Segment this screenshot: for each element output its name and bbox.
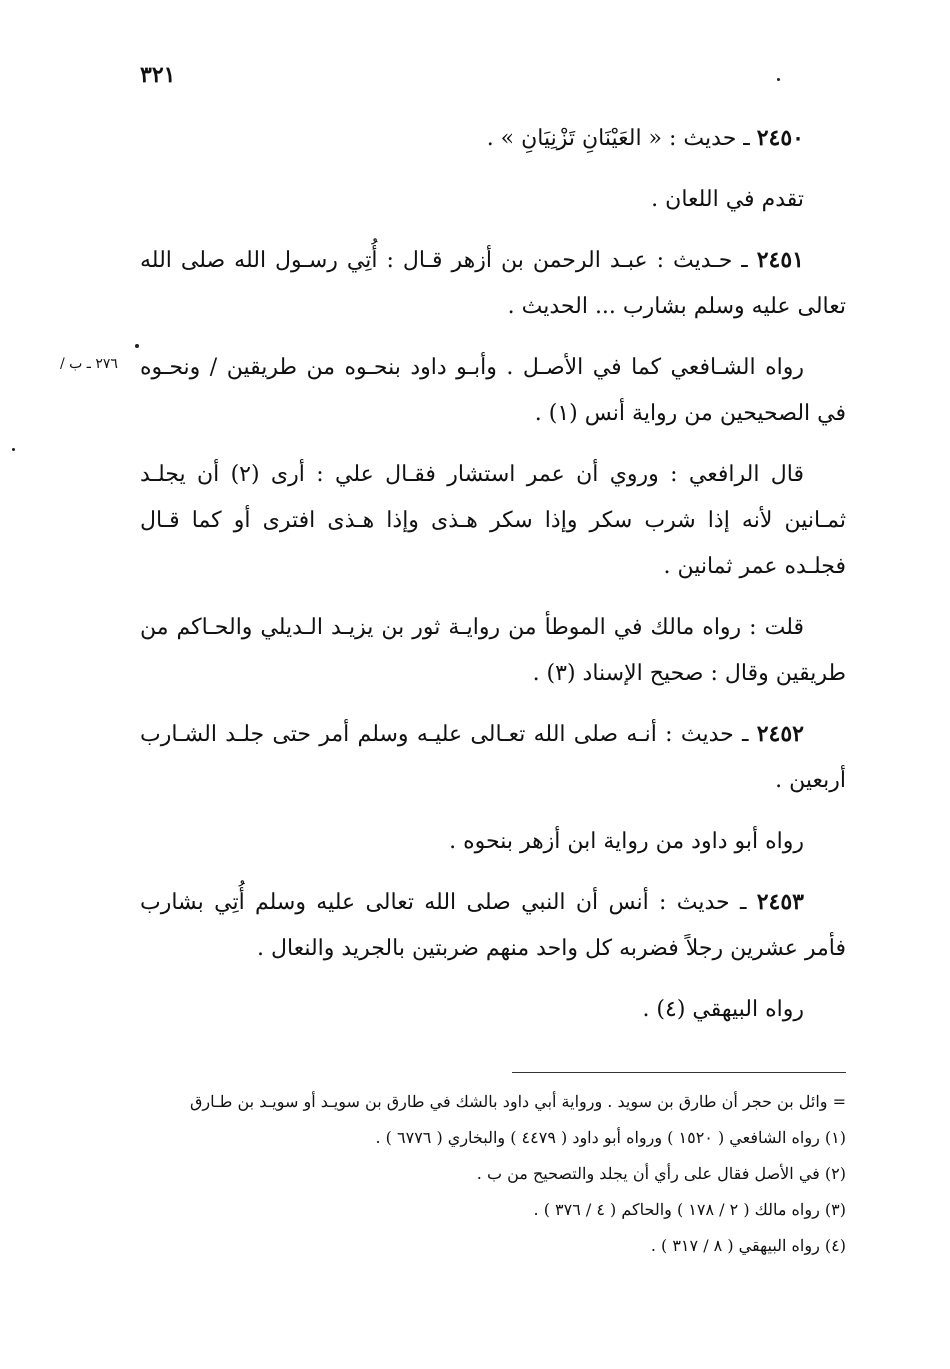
paragraph <box>140 115 846 162</box>
paragraph-text: ـ حديث : أنس أن النبي صلى الله تعالى عليه وسلم أُتِي بشارب فأمر عشرين رجلاً فضربه كل واحد منهم ضربتين بالجريد والنعال . <box>140 890 846 961</box>
body-text <box>140 115 846 1047</box>
footnote-line: = وائل بن حجر أن طارق بن سويد . ورواية أبي داود بالشك في طارق بن سويـد أو سويـد بن طـارق <box>189 1092 846 1111</box>
paragraph-text: رواه الشـافعي كما في الأصـل . وأبـو داود بنحـوه من طريقين / ونحـوه في الصحيحين من رواية أنس (١) . <box>140 355 846 426</box>
paragraph <box>140 711 846 804</box>
speck-mark <box>135 344 139 348</box>
paragraph-text: ـ حـديث : عبـد الرحمن بن أزهر قـال : أُتِي رسـول الله صلى الله تعالى عليه وسلم بشارب ... الحديث . <box>140 248 846 319</box>
paragraph <box>140 604 846 697</box>
footnote-line: (٢) في الأصل فقال على رأي أن يجلد والتصحيح من ب . <box>476 1164 846 1183</box>
margin-note: ٢٧٦ ـ ب / <box>60 356 118 372</box>
paragraph <box>140 986 846 1033</box>
paragraph-text: رواه البيهقي (٤) . <box>642 997 804 1022</box>
hadith-number: ٢٤٥٢ <box>756 721 804 747</box>
hadith-number: ٢٤٥٠ <box>756 125 804 151</box>
footnote-line: (٤) رواه البيهقي ( ٨ / ٣١٧ ) . <box>650 1236 846 1255</box>
hadith-number: ٢٤٥١ <box>756 247 804 273</box>
paragraph <box>140 451 846 590</box>
paragraph-text: قال الرافعي : وروي أن عمر استشار فقـال علي : أرى (٢) أن يجلـد ثمـانين لأنه إذا شرب سكر وإذا سكر هـذى وإذا هـذى افترى أو كما قـال فجلـده عمر ثمانين . <box>140 462 846 579</box>
paragraph-text: تقدم في اللعان . <box>651 187 804 212</box>
page-number: ٣٢١ <box>140 62 176 88</box>
footnotes <box>140 1084 846 1264</box>
paragraph-text: ـ حديث : « العَيْنَانِ تَزْنِيَانِ » . <box>486 126 757 151</box>
footnote-line: (٣) رواه مالك ( ٢ / ١٧٨ ) والحاكم ( ٤ / ٣٧٦ ) . <box>533 1200 846 1219</box>
paragraph <box>140 344 846 437</box>
paragraph-text: ـ حديث : أنـه صلى الله تعـالى عليـه وسلم أمر حتى جلـد الشـارب أربعين . <box>140 722 846 793</box>
paragraph <box>140 237 846 330</box>
speck-mark <box>777 78 780 81</box>
paragraph-text: قلت : رواه مالك في الموطأ من روايـة ثور بن يزيـد الـديلي والحـاكم من طريقين وقال : صحيح الإسناد (٣) . <box>140 615 846 686</box>
footnote-line: (١) رواه الشافعي ( ١٥٢٠ ) ورواه أبو داود ( ٤٤٧٩ ) والبخاري ( ٦٧٧٦ ) . <box>375 1128 846 1147</box>
paragraph <box>140 879 846 972</box>
footnote-divider <box>512 1072 846 1073</box>
paragraph <box>140 176 846 223</box>
paragraph <box>140 818 846 865</box>
speck-mark <box>12 448 15 451</box>
hadith-number: ٢٤٥٣ <box>756 889 804 915</box>
paragraph-text: رواه أبو داود من رواية ابن أزهر بنحوه . <box>449 829 804 854</box>
